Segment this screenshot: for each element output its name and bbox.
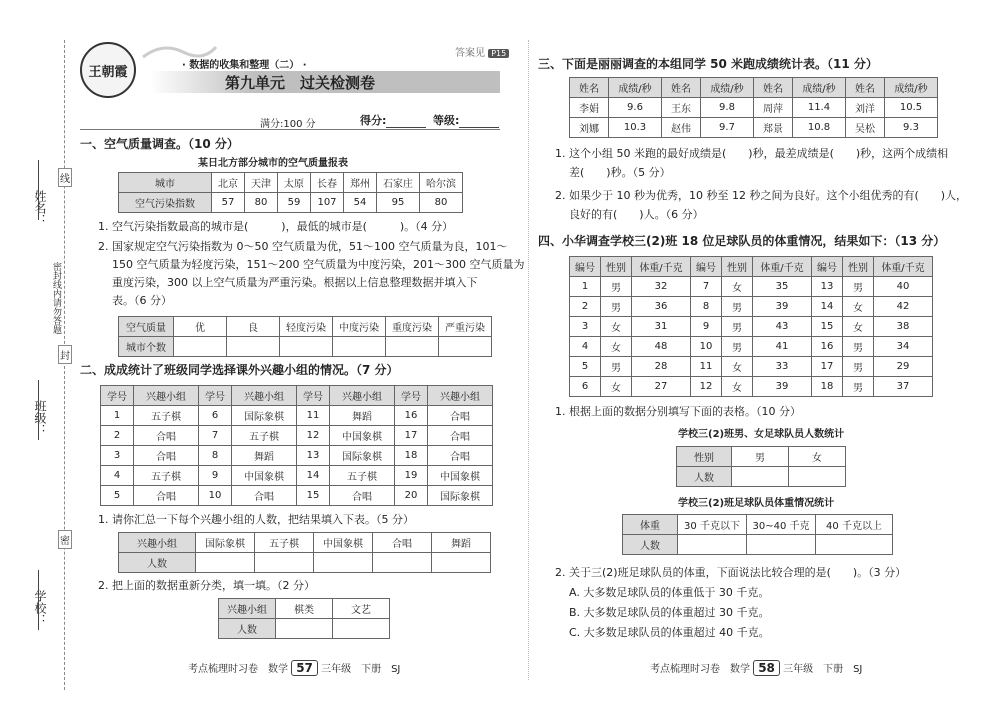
table-cell: 姓名 [754,78,793,98]
table-cell: 兴趣小组 [428,386,493,406]
table-row [119,317,492,337]
q2-fill-table-1[interactable] [118,532,491,573]
table-cell: 107 [311,193,344,213]
table-cell: 兴趣小组 [219,599,276,619]
table-cell: 4 [101,466,134,486]
table-cell: 吴松 [846,118,885,138]
table-cell: 人数 [677,467,732,487]
table-cell: 17 [812,357,843,377]
table-row [101,446,493,466]
class-label: 班级： [33,400,47,436]
table-cell: 兴趣小组 [119,533,196,553]
q4-heading: 四、小华调查学校三(2)班 18 位足球队员的体重情况，结果如下：（13 分） [538,234,946,248]
table-cell: 3 [101,446,134,466]
q4-option-c[interactable]: C. 大多数足球队员的体重超过 40 千克。 [569,626,770,639]
table-row [570,78,938,98]
table-cell: 长春 [311,173,344,193]
table-row [570,357,933,377]
table-cell: 成绩/秒 [701,78,754,98]
table-cell: 41 [753,337,812,357]
table-row [623,515,893,535]
table-cell: 成绩/秒 [885,78,938,98]
table-cell: 36 [632,297,691,317]
table-cell: 20 [395,486,428,506]
table-cell: 五子棋 [232,426,297,446]
table-cell: 合唱 [134,426,199,446]
table-cell: 男 [843,337,874,357]
answer-reference-text: 答案见 [455,48,485,59]
table-cell: 31 [632,317,691,337]
table-cell: 女 [789,447,846,467]
answer-cell[interactable] [386,337,439,357]
table-cell: 女 [601,337,632,357]
answer-cell[interactable] [439,337,492,357]
table-cell: 男 [722,337,753,357]
table-row [101,426,493,446]
table-cell: 10.3 [609,118,662,138]
table-cell: 国际象棋 [330,446,395,466]
table-cell: 舞蹈 [330,406,395,426]
q3-heading: 三、下面是丽丽调查的本组同学 50 米跑成绩统计表。（11 分） [538,57,878,71]
table-cell: 40 [874,277,933,297]
grade-field[interactable] [433,112,499,128]
table-row [623,535,893,555]
q3-sub2-line2: 良好的有( )人。（6 分） [569,208,704,221]
table-cell: 30~40 千克 [747,515,816,535]
q4-table2-title: 学校三(2)班足球队员体重情况统计 [678,498,835,509]
table-row [570,118,938,138]
table-cell: 城市 [119,173,212,193]
grade-label: 等级: [433,114,460,127]
answer-cell[interactable] [255,553,314,573]
table-cell: 17 [395,426,428,446]
table-row [570,297,933,317]
table-cell: 10.5 [885,98,938,118]
table-cell: 男 [843,377,874,397]
q3-running-table [569,77,938,138]
answer-cell[interactable] [196,553,255,573]
table-cell: 男 [843,357,874,377]
table-cell: 体重 [623,515,678,535]
brand-logo-text: 王朝霞 [88,64,128,80]
answer-cell[interactable] [373,553,432,573]
table-cell: 合唱 [330,486,395,506]
table-cell: 学号 [395,386,428,406]
table-cell: 人数 [623,535,678,555]
table-cell: 28 [632,357,691,377]
table-cell: 成绩/秒 [609,78,662,98]
table-cell: 40 千克以上 [816,515,893,535]
table-cell: 人数 [119,553,196,573]
table-cell: 王东 [662,98,701,118]
table-cell: 30 千克以下 [678,515,747,535]
table-cell: 五子棋 [134,406,199,426]
table-cell: 合唱 [428,426,493,446]
table-cell: 哈尔滨 [420,173,463,193]
table-cell: 兴趣小组 [134,386,199,406]
table-row [570,277,933,297]
footer-left-grade: 三年级 下册 SJ [321,664,401,675]
table-cell: 女 [843,297,874,317]
table-cell: 13 [812,277,843,297]
q3-sub1-line1: 1. 这个小组 50 米跑的最好成绩是( )秒，最差成绩是( )秒，这两个成绩相 [555,147,949,160]
table-cell: 国际象棋 [428,486,493,506]
name-blank [38,160,39,220]
table-cell: 1 [101,406,134,426]
q1-sub2-line1: 2. 国家规定空气污染指数为 0～50 空气质量为优，51～100 空气质量为良，101～ [98,240,508,253]
table-row [101,466,493,486]
footer-left-text: 考点梳理时习卷 数学 [188,664,288,675]
table-cell: 中度污染 [333,317,386,337]
page-number-left: 57 [291,660,318,676]
q2-fill-table-2[interactable] [218,598,390,639]
table-cell: 9.8 [701,98,754,118]
table-cell: 性别 [677,447,732,467]
table-cell: 五子棋 [330,466,395,486]
answer-cell[interactable] [333,337,386,357]
table-cell: 7 [199,426,232,446]
table-cell: 舞蹈 [432,533,491,553]
table-cell: 女 [722,357,753,377]
q2-sub1: 1. 请你汇总一下每个兴趣小组的人数，把结果填入下表。（5 分） [98,513,414,526]
table-cell: 学号 [199,386,232,406]
table-cell: 棋类 [276,599,333,619]
table-cell: 18 [395,446,428,466]
table-cell: 五子棋 [255,533,314,553]
table-cell: 12 [691,377,722,397]
table-cell: 54 [344,193,377,213]
answer-reference [455,44,509,59]
q1-sub2-line2: 150 空气质量为轻度污染，151～200 空气质量为中度污染，201～300 空气质量为 [112,258,525,271]
table-cell: 重度污染 [386,317,439,337]
q4-weight-table [569,256,933,397]
table-cell: 人数 [219,619,276,639]
table-row [119,173,463,193]
table-cell: 8 [199,446,232,466]
brand-logo [80,42,136,98]
q4-weight-range-table[interactable] [622,514,893,555]
q1-heading: 一、空气质量调查。（10 分） [80,137,239,151]
table-cell: 男 [722,297,753,317]
table-cell: 中国象棋 [428,466,493,486]
q4-sub2: 2. 关于三(2)班足球队员的体重，下面说法比较合理的是( )。（3 分） [555,566,907,579]
table-cell: 80 [420,193,463,213]
table-cell: 天津 [245,173,278,193]
school-blank [38,570,39,630]
table-cell: 郑州 [344,173,377,193]
table-cell: 8 [691,297,722,317]
score-label: 得分: [360,114,387,127]
table-row [119,193,463,213]
page-title: 第九单元 过关检测卷 [225,74,376,92]
table-cell: 优 [174,317,227,337]
table-cell: 34 [874,337,933,357]
table-cell: 轻度污染 [280,317,333,337]
table-cell: 39 [753,297,812,317]
table-cell: 性别 [722,257,753,277]
answer-cell[interactable] [432,553,491,573]
q2-heading: 二、成成统计了班级同学选择课外兴趣小组的情况。（7 分） [80,363,399,377]
table-cell: 9.7 [701,118,754,138]
page-number-right: 58 [753,660,780,676]
table-cell: 48 [632,337,691,357]
table-cell: 37 [874,377,933,397]
table-cell: 9.3 [885,118,938,138]
q3-sub2-line1: 2. 如果少于 10 秒为优秀，10 秒至 12 秒之间为良好。这个小组优秀的有( )人， [555,189,968,202]
table-cell: 42 [874,297,933,317]
q1-sub2-line4: 表。（6 分） [112,294,172,307]
table-cell: 学号 [297,386,330,406]
table-cell: 中国象棋 [232,466,297,486]
table-cell: 9.6 [609,98,662,118]
table-cell: 空气质量 [119,317,174,337]
table-cell: 女 [601,377,632,397]
q1-pollution-table [118,172,463,213]
table-row [570,377,933,397]
table-cell: 男 [601,357,632,377]
table-cell: 2 [101,426,134,446]
center-fold [528,40,529,680]
answer-cell[interactable] [678,535,747,555]
table-cell: 95 [377,193,420,213]
table-cell: 太原 [278,173,311,193]
table-cell: 性别 [601,257,632,277]
answer-cell[interactable] [174,337,227,357]
table-cell: 舞蹈 [232,446,297,466]
table-cell: 12 [297,426,330,446]
table-cell: 7 [691,277,722,297]
table-cell: 李娟 [570,98,609,118]
q1-sub1: 1. 空气污染指数最高的城市是( )，最低的城市是( )。（4 分） [98,220,454,233]
table-cell: 15 [297,486,330,506]
table-cell: 4 [570,337,601,357]
answer-cell[interactable] [280,337,333,357]
table-cell: 编号 [691,257,722,277]
table-cell: 兴趣小组 [330,386,395,406]
table-cell: 编号 [570,257,601,277]
table-cell: 体重/千克 [753,257,812,277]
table-cell: 19 [395,466,428,486]
table-cell: 57 [212,193,245,213]
table-cell: 16 [812,337,843,357]
table-row [219,599,390,619]
answer-cell[interactable] [816,535,893,555]
table-cell: 城市个数 [119,337,174,357]
q4-option-b[interactable]: B. 大多数足球队员的体重超过 30 千克。 [569,606,770,619]
answer-cell[interactable] [314,553,373,573]
table-cell: 五子棋 [134,466,199,486]
table-cell: 姓名 [662,78,701,98]
table-cell: 周萍 [754,98,793,118]
table-row [119,553,491,573]
header-rule [80,129,500,130]
q1-fill-table[interactable] [118,316,492,357]
table-cell: 国际象棋 [196,533,255,553]
table-row [677,447,846,467]
table-cell: 空气污染指数 [119,193,212,213]
table-cell: 5 [570,357,601,377]
table-cell: 男 [722,317,753,337]
table-cell: 编号 [812,257,843,277]
table-cell: 合唱 [134,486,199,506]
table-row [677,467,846,487]
score-field[interactable] [360,112,426,128]
table-cell: 女 [601,317,632,337]
table-cell: 合唱 [232,486,297,506]
table-cell: 赵伟 [662,118,701,138]
table-cell: 女 [843,317,874,337]
table-cell: 16 [395,406,428,426]
table-cell: 35 [753,277,812,297]
margin-mark-secret: 密 [58,530,72,549]
table-cell: 体重/千克 [874,257,933,277]
table-cell: 10 [691,337,722,357]
table-cell: 男 [732,447,789,467]
table-cell: 13 [297,446,330,466]
table-row [570,337,933,357]
name-label: 姓名： [33,190,47,226]
table-cell: 女 [722,377,753,397]
q1-sub2-line3: 重度污染，300 以上空气质量为严重污染。根据以上信息整理数据并填入下 [112,276,478,289]
table-cell: 11.4 [793,98,846,118]
table-row [570,98,938,118]
table-cell: 9 [199,466,232,486]
table-cell: 石家庄 [377,173,420,193]
q4-table1-title: 学校三(2)班男、女足球队员人数统计 [678,429,845,440]
table-cell: 33 [753,357,812,377]
answer-cell[interactable] [732,467,789,487]
q4-option-a[interactable]: A. 大多数足球队员的体重低于 30 千克。 [569,586,770,599]
table-cell: 姓名 [570,78,609,98]
table-cell: 严重污染 [439,317,492,337]
table-cell: 11 [297,406,330,426]
full-score: 满分:100 分 [260,119,316,130]
table-cell: 2 [570,297,601,317]
margin-mark-seal: 封 [58,345,72,364]
table-cell: 北京 [212,173,245,193]
table-row [219,619,390,639]
table-cell: 男 [843,277,874,297]
q2-sub2: 2. 把上面的数据重新分类，填一填。（2 分） [98,579,315,592]
answer-cell[interactable] [276,619,333,639]
table-cell: 学号 [101,386,134,406]
footer-right-text: 考点梳理时习卷 数学 [650,664,750,675]
q3-sub1-line2: 差( )秒。（5 分） [569,166,671,179]
table-cell: 兴趣小组 [232,386,297,406]
table-cell: 国际象棋 [232,406,297,426]
table-cell: 3 [570,317,601,337]
table-cell: 18 [812,377,843,397]
table-cell: 6 [570,377,601,397]
answer-page-badge: P15 [488,49,509,58]
unit-subtitle: · 数据的收集和整理（二） · [182,60,307,71]
footer-right [650,660,862,676]
table-cell: 6 [199,406,232,426]
table-cell: 郑景 [754,118,793,138]
table-row [119,337,492,357]
answer-cell[interactable] [333,619,390,639]
table-cell: 59 [278,193,311,213]
q1-table-title: 某日北方部分城市的空气质量报表 [198,158,348,169]
table-cell: 姓名 [846,78,885,98]
table-row [101,406,493,426]
margin-mark-line: 线 [58,168,72,187]
table-cell: 1 [570,277,601,297]
table-cell: 32 [632,277,691,297]
table-cell: 80 [245,193,278,213]
table-cell: 38 [874,317,933,337]
header-decor [138,42,500,50]
table-cell: 10 [199,486,232,506]
table-row [101,486,493,506]
q2-interest-table [100,385,493,506]
table-cell: 成绩/秒 [793,78,846,98]
table-cell: 合唱 [428,406,493,426]
class-blank [38,380,39,440]
table-row [570,317,933,337]
table-cell: 男 [601,277,632,297]
table-cell: 14 [297,466,330,486]
binding-line [64,40,65,690]
footer-right-grade: 三年级 下册 SJ [783,664,863,675]
table-cell: 14 [812,297,843,317]
q4-sub1: 1. 根据上面的数据分别填写下面的表格。（10 分） [555,405,801,418]
school-label: 学校： [33,590,47,626]
table-cell: 10.8 [793,118,846,138]
table-cell: 合唱 [373,533,432,553]
table-cell: 体重/千克 [632,257,691,277]
answer-cell[interactable] [747,535,816,555]
table-row [119,533,491,553]
table-cell: 15 [812,317,843,337]
table-cell: 文艺 [333,599,390,619]
table-cell: 9 [691,317,722,337]
q4-gender-table[interactable] [676,446,846,487]
table-cell: 刘娜 [570,118,609,138]
table-cell: 刘洋 [846,98,885,118]
table-cell: 良 [227,317,280,337]
table-cell: 中国象棋 [330,426,395,446]
table-cell: 合唱 [428,446,493,466]
footer-left [188,660,400,676]
table-cell: 29 [874,357,933,377]
seal-notice: 密封线内请勿答题 [51,262,61,334]
table-cell: 27 [632,377,691,397]
table-cell: 男 [601,297,632,317]
table-cell: 5 [101,486,134,506]
table-cell: 性别 [843,257,874,277]
answer-cell[interactable] [789,467,846,487]
answer-cell[interactable] [227,337,280,357]
table-cell: 43 [753,317,812,337]
table-cell: 女 [722,277,753,297]
table-row [101,386,493,406]
table-cell: 合唱 [134,446,199,466]
table-row [570,257,933,277]
table-cell: 39 [753,377,812,397]
table-cell: 11 [691,357,722,377]
table-cell: 中国象棋 [314,533,373,553]
